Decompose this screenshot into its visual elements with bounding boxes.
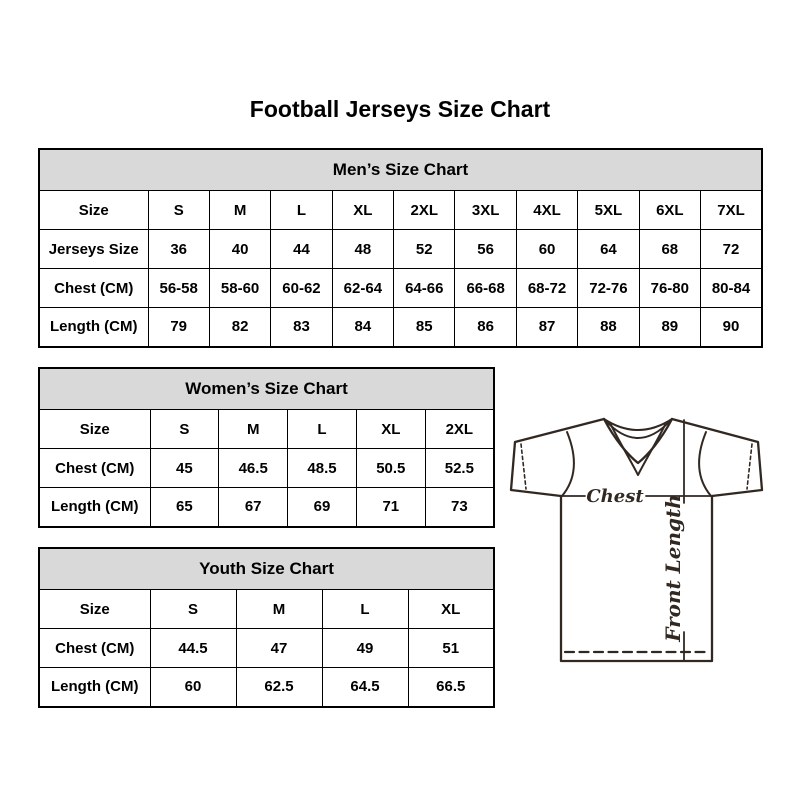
value-cell: 60 bbox=[150, 668, 236, 707]
value-cell: L bbox=[322, 590, 408, 629]
value-cell: 68-72 bbox=[516, 269, 577, 308]
value-cell: 40 bbox=[209, 230, 270, 269]
value-cell: 73 bbox=[425, 488, 494, 527]
table-title-row bbox=[39, 368, 494, 410]
table-row bbox=[39, 269, 762, 308]
chest-measure-label: Chest bbox=[586, 486, 644, 507]
womens-size-table bbox=[38, 367, 495, 528]
value-cell: 60-62 bbox=[271, 269, 332, 308]
jersey-measurement-diagram bbox=[503, 399, 775, 681]
value-cell: S bbox=[150, 410, 219, 449]
row-label-cell: Chest (CM) bbox=[39, 629, 150, 668]
table-title: Women’s Size Chart bbox=[39, 368, 494, 410]
value-cell: 67 bbox=[219, 488, 288, 527]
value-cell: XL bbox=[332, 191, 393, 230]
value-cell: 49 bbox=[322, 629, 408, 668]
value-cell: 79 bbox=[148, 308, 209, 347]
value-cell: 80-84 bbox=[701, 269, 762, 308]
right-cuff-stitch-line bbox=[747, 444, 752, 489]
row-label-cell: Length (CM) bbox=[39, 488, 150, 527]
table-row bbox=[39, 230, 762, 269]
value-cell: 62-64 bbox=[332, 269, 393, 308]
value-cell: 50.5 bbox=[356, 449, 425, 488]
value-cell: 44 bbox=[271, 230, 332, 269]
value-cell: 6XL bbox=[639, 191, 700, 230]
value-cell: 46.5 bbox=[219, 449, 288, 488]
value-cell: 5XL bbox=[578, 191, 639, 230]
table-title-row bbox=[39, 548, 494, 590]
value-cell: 4XL bbox=[516, 191, 577, 230]
value-cell: 45 bbox=[150, 449, 219, 488]
value-cell: S bbox=[150, 590, 236, 629]
mens-size-table bbox=[38, 148, 763, 348]
row-label-cell: Size bbox=[39, 590, 150, 629]
value-cell: 65 bbox=[150, 488, 219, 527]
value-cell: 52.5 bbox=[425, 449, 494, 488]
row-label-cell: Jerseys Size bbox=[39, 230, 148, 269]
value-cell: 72-76 bbox=[578, 269, 639, 308]
value-cell: XL bbox=[356, 410, 425, 449]
value-cell: 7XL bbox=[701, 191, 762, 230]
table-title-row bbox=[39, 149, 762, 191]
value-cell: 87 bbox=[516, 308, 577, 347]
value-cell: 88 bbox=[578, 308, 639, 347]
value-cell: L bbox=[271, 191, 332, 230]
row-label-cell: Length (CM) bbox=[39, 308, 148, 347]
table-row bbox=[39, 629, 494, 668]
value-cell: L bbox=[288, 410, 357, 449]
value-cell: 62.5 bbox=[236, 668, 322, 707]
value-cell: S bbox=[148, 191, 209, 230]
value-cell: 48.5 bbox=[288, 449, 357, 488]
value-cell: 48 bbox=[332, 230, 393, 269]
jersey-right-armhole-seam bbox=[699, 432, 711, 496]
value-cell: 76-80 bbox=[639, 269, 700, 308]
value-cell: 56 bbox=[455, 230, 516, 269]
value-cell: 56-58 bbox=[148, 269, 209, 308]
table-title: Men’s Size Chart bbox=[39, 149, 762, 191]
value-cell: M bbox=[219, 410, 288, 449]
value-cell: 36 bbox=[148, 230, 209, 269]
table-row bbox=[39, 668, 494, 707]
value-cell: M bbox=[236, 590, 322, 629]
value-cell: 51 bbox=[408, 629, 494, 668]
left-cuff-stitch-line bbox=[521, 444, 526, 489]
table-title: Youth Size Chart bbox=[39, 548, 494, 590]
value-cell: 64.5 bbox=[322, 668, 408, 707]
value-cell: 3XL bbox=[455, 191, 516, 230]
value-cell: 82 bbox=[209, 308, 270, 347]
row-label-cell: Size bbox=[39, 191, 148, 230]
table-row bbox=[39, 590, 494, 629]
table-row bbox=[39, 449, 494, 488]
row-label-cell: Chest (CM) bbox=[39, 449, 150, 488]
value-cell: 2XL bbox=[425, 410, 494, 449]
jersey-body-outline bbox=[561, 496, 712, 661]
page-title: Football Jerseys Size Chart bbox=[249, 96, 551, 122]
value-cell: 84 bbox=[332, 308, 393, 347]
front-length-measure-label: Front Length bbox=[661, 494, 685, 642]
value-cell: 47 bbox=[236, 629, 322, 668]
value-cell: 71 bbox=[356, 488, 425, 527]
value-cell: 83 bbox=[271, 308, 332, 347]
value-cell: 64 bbox=[578, 230, 639, 269]
value-cell: 72 bbox=[701, 230, 762, 269]
value-cell: 58-60 bbox=[209, 269, 270, 308]
jersey-illustration bbox=[503, 399, 775, 681]
jersey-left-armhole-seam bbox=[562, 432, 574, 496]
value-cell: 90 bbox=[701, 308, 762, 347]
value-cell: 66.5 bbox=[408, 668, 494, 707]
youth-size-table bbox=[38, 547, 495, 708]
jersey-right-sleeve bbox=[672, 419, 762, 496]
table-row bbox=[39, 410, 494, 449]
value-cell: 68 bbox=[639, 230, 700, 269]
value-cell: 86 bbox=[455, 308, 516, 347]
value-cell: 69 bbox=[288, 488, 357, 527]
table-row bbox=[39, 308, 762, 347]
value-cell: M bbox=[209, 191, 270, 230]
value-cell: 85 bbox=[394, 308, 455, 347]
row-label-cell: Chest (CM) bbox=[39, 269, 148, 308]
value-cell: XL bbox=[408, 590, 494, 629]
value-cell: 64-66 bbox=[394, 269, 455, 308]
value-cell: 2XL bbox=[394, 191, 455, 230]
value-cell: 52 bbox=[394, 230, 455, 269]
table-row bbox=[39, 488, 494, 527]
row-label-cell: Length (CM) bbox=[39, 668, 150, 707]
row-label-cell: Size bbox=[39, 410, 150, 449]
value-cell: 44.5 bbox=[150, 629, 236, 668]
value-cell: 60 bbox=[516, 230, 577, 269]
table-row bbox=[39, 191, 762, 230]
value-cell: 66-68 bbox=[455, 269, 516, 308]
value-cell: 89 bbox=[639, 308, 700, 347]
